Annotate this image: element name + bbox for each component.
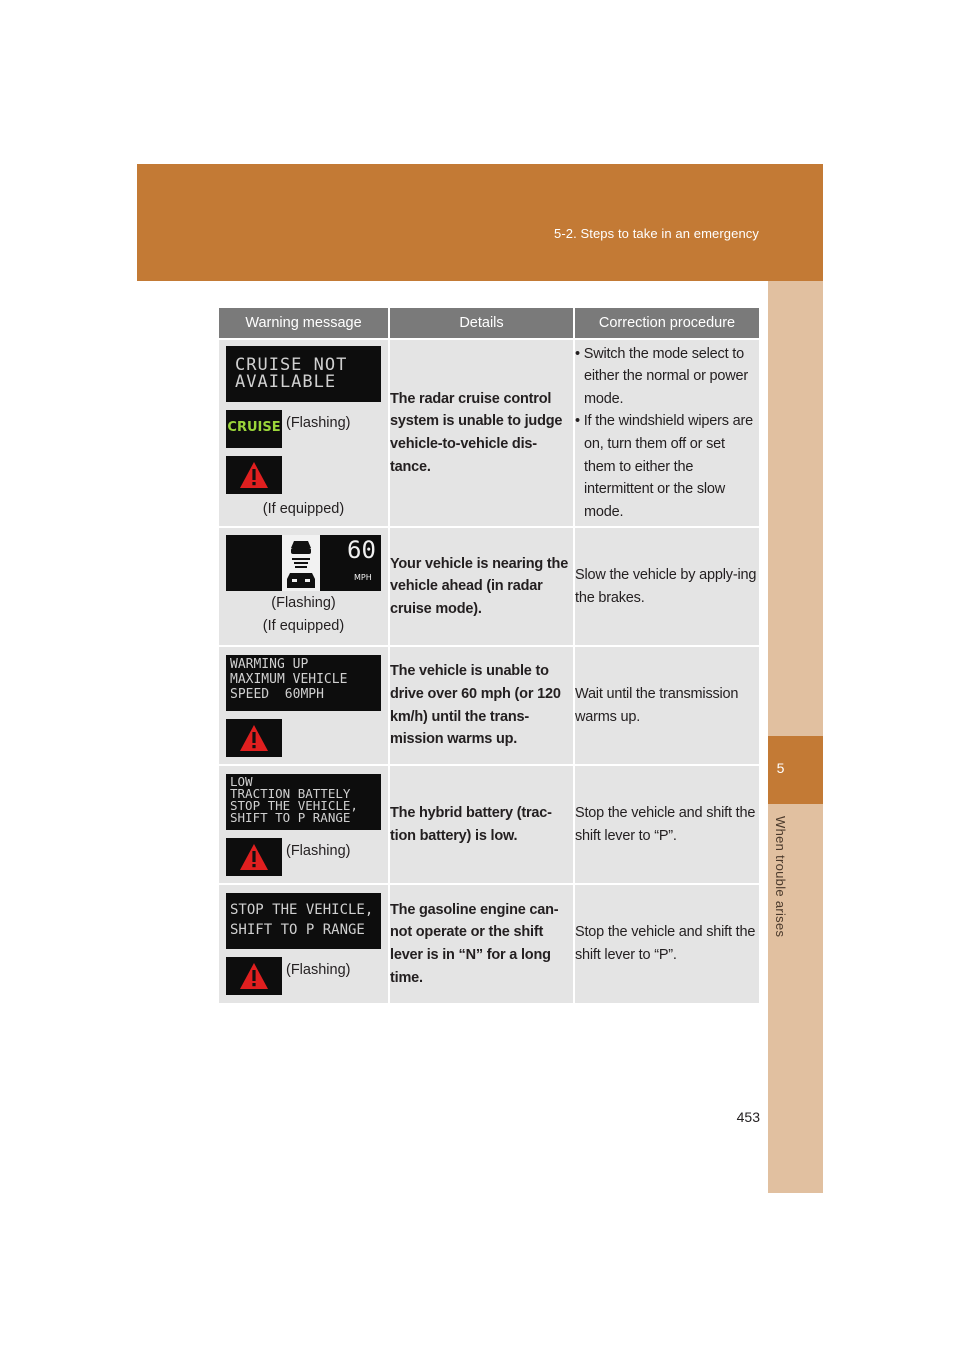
- display-line: LOW: [230, 773, 253, 789]
- correction-cell: Wait until the transmission warms up.: [574, 646, 759, 765]
- warning-triangle-icon: [226, 838, 282, 876]
- speed-unit: MPH: [354, 573, 372, 582]
- flashing-label: (Flashing): [271, 595, 336, 611]
- flashing-label: (Flashing): [286, 962, 351, 978]
- display-line: AVAILABLE: [235, 371, 337, 392]
- details-cell: The radar cruise control system is unable to judge vehicle-to-vehicle dis-tance.: [389, 339, 574, 527]
- if-equipped-label: (If equipped): [262, 500, 345, 517]
- cruise-indicator-icon: [226, 410, 282, 448]
- chapter-title: When trouble arises: [773, 816, 788, 938]
- correction-text: Switch the mode select to either the normal or power mode.: [583, 345, 749, 407]
- cruise-not-available-display: [226, 346, 381, 402]
- display-line: WARMING UP: [230, 656, 309, 672]
- table-header-row: [219, 308, 759, 339]
- correction-cell: Stop the vehicle and shift the shift lever to “P”.: [574, 884, 759, 1003]
- details-cell: The vehicle is unable to drive over 60 mph (or 120 km/h) until the trans-mission warms up.: [389, 646, 574, 765]
- column-header: Warning message: [219, 308, 389, 339]
- if-equipped-label: (If equipped): [262, 618, 345, 634]
- display-line: MAXIMUM VEHICLE: [230, 671, 348, 687]
- page-number: 453: [736, 1109, 760, 1125]
- cruise-indicator-text: CRUISE: [227, 420, 281, 436]
- table-row: [219, 884, 759, 1003]
- display-line: CRUISE NOT: [235, 354, 348, 375]
- column-header: Details: [389, 308, 574, 339]
- correction-cell: Stop the vehicle and shift the shift lever to “P”.: [574, 765, 759, 884]
- table-row: [219, 765, 759, 884]
- low-traction-battery-display: [226, 774, 381, 830]
- correction-item: • Switch the mode select to either the normal or power mode.: [575, 345, 749, 407]
- correction-cell: [574, 339, 759, 527]
- correction-cell: Slow the vehicle by apply-ing the brakes.: [574, 527, 759, 646]
- display-line: SHIFT TO P RANGE: [230, 922, 365, 938]
- display-line: TRACTION BATTELY: [230, 785, 351, 801]
- warning-message-cell: [219, 339, 389, 527]
- warning-triangle-icon: [226, 456, 282, 494]
- details-cell: The hybrid battery (trac-tion battery) is low.: [389, 765, 574, 884]
- header-band: [137, 164, 823, 281]
- column-header: Correction procedure: [574, 308, 759, 339]
- table-row: [219, 527, 759, 646]
- chapter-number: 5: [776, 760, 785, 776]
- display-line: SPEED 60MPH: [230, 686, 324, 702]
- warning-table: [219, 308, 759, 1003]
- display-line: STOP THE VEHICLE,: [230, 902, 374, 918]
- details-cell: Your vehicle is nearing the vehicle ahead (in radar cruise mode).: [389, 527, 574, 646]
- warning-message-cell: [219, 765, 389, 884]
- display-line: STOP THE VEHICLE,: [230, 797, 358, 813]
- radar-approach-display: [226, 535, 381, 591]
- chapter-tab: [768, 736, 823, 804]
- flashing-label: (Flashing): [286, 842, 351, 859]
- flashing-label: (Flashing): [286, 414, 351, 431]
- correction-text: If the windshield wipers are on, turn them off or set them to either the intermittent or the slow mode.: [583, 413, 754, 520]
- warning-message-cell: [219, 884, 389, 1003]
- section-title: 5-2. Steps to take in an emergency: [553, 226, 759, 241]
- stop-vehicle-display: [226, 893, 381, 949]
- correction-item: • If the windshield wipers are on, turn them off or set them to either the intermittent or the slow mode.: [575, 413, 754, 520]
- warning-message-cell: [219, 646, 389, 765]
- display-line: SHIFT TO P RANGE: [230, 809, 351, 825]
- warming-up-display: [226, 655, 381, 711]
- warning-triangle-icon: [226, 957, 282, 995]
- warning-message-cell: [219, 527, 389, 646]
- table-row: [219, 646, 759, 765]
- details-cell: The gasoline engine can-not operate or the shift lever is in “N” for a long time.: [389, 884, 574, 1003]
- table-row: [219, 339, 759, 527]
- warning-triangle-icon: [226, 719, 282, 757]
- speed-value: 60: [347, 536, 376, 564]
- radar-car-icon: [282, 535, 320, 591]
